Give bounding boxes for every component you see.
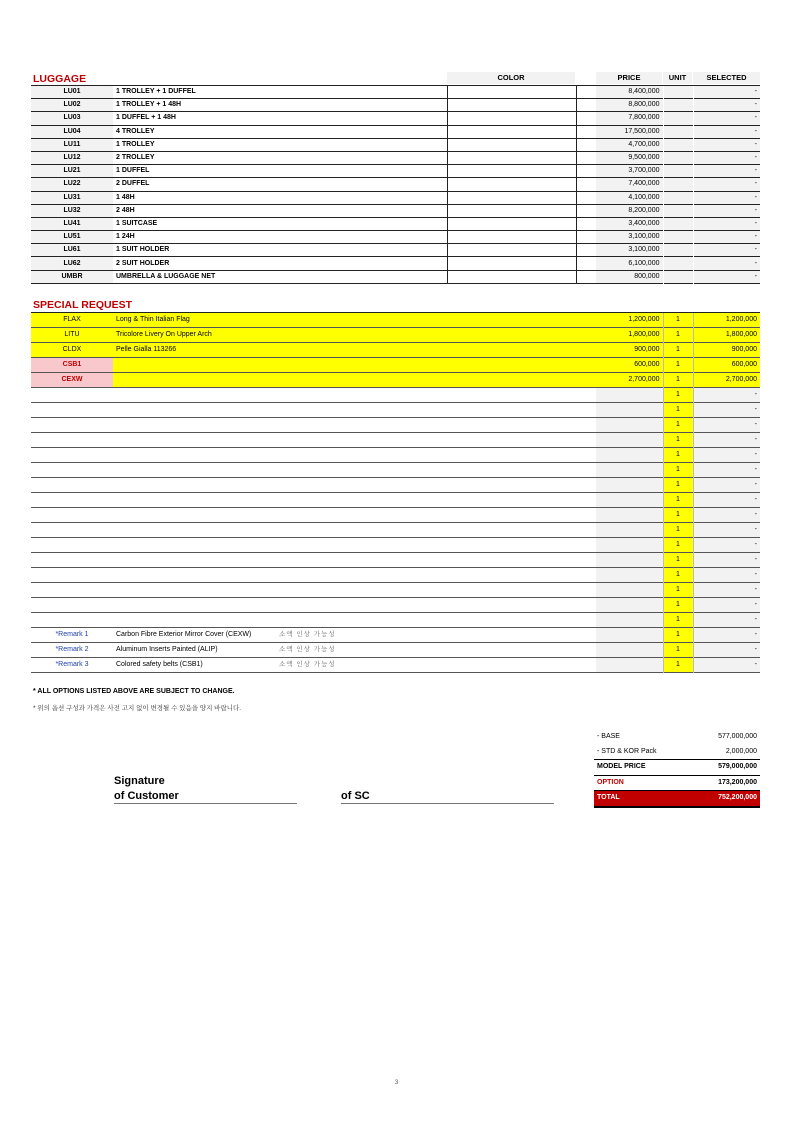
empty-request-row <box>31 433 760 448</box>
empty-code <box>31 478 113 493</box>
empty-unit: 1 <box>663 463 693 478</box>
change-notice: * ALL OPTIONS LISTED ABOVE ARE SUBJECT TO CHANGE. <box>33 688 235 695</box>
special-unit: 1 <box>663 358 693 373</box>
empty-price <box>596 418 663 433</box>
remark-text: Carbon Fibre Exterior Mirror Cover (CEXW) <box>116 631 252 638</box>
special-unit: 1 <box>663 373 693 388</box>
luggage-unit <box>663 204 693 217</box>
empty-description <box>113 493 596 508</box>
luggage-code: LU21 <box>31 165 113 178</box>
special-request-row <box>31 358 760 373</box>
unit-header: UNIT <box>663 72 692 84</box>
luggage-color-cell <box>447 178 576 191</box>
empty-selected: - <box>693 388 760 403</box>
remark-price <box>596 658 663 673</box>
empty-code <box>31 613 113 628</box>
luggage-spacer <box>576 244 596 257</box>
empty-code <box>31 508 113 523</box>
option-label: OPTION <box>594 775 680 791</box>
luggage-row <box>31 165 760 178</box>
luggage-row <box>31 270 760 283</box>
luggage-row <box>31 231 760 244</box>
luggage-spacer <box>576 112 596 125</box>
luggage-unit <box>663 86 693 99</box>
luggage-spacer <box>576 191 596 204</box>
empty-selected: - <box>693 418 760 433</box>
empty-unit: 1 <box>663 598 693 613</box>
luggage-row <box>31 86 760 99</box>
special-price: 2,700,000 <box>596 373 663 388</box>
special-code: FLAX <box>31 313 113 328</box>
empty-selected: - <box>693 538 760 553</box>
empty-request-row <box>31 583 760 598</box>
empty-code <box>31 568 113 583</box>
luggage-color-cell <box>447 231 576 244</box>
option-value: 173,200,000 <box>680 775 760 791</box>
luggage-row <box>31 99 760 112</box>
luggage-price: 3,100,000 <box>596 244 663 257</box>
luggage-description: 1 TROLLEY + 1 48H <box>116 101 182 109</box>
special-code: CLDX <box>31 343 113 358</box>
special-request-row <box>31 373 760 388</box>
empty-selected: - <box>693 433 760 448</box>
luggage-selected: - <box>693 151 760 164</box>
luggage-spacer <box>576 178 596 191</box>
luggage-description: 4 TROLLEY <box>116 127 155 135</box>
empty-description <box>113 568 596 583</box>
empty-unit: 1 <box>663 478 693 493</box>
empty-price <box>596 538 663 553</box>
luggage-code: LU51 <box>31 231 113 244</box>
luggage-description: UMBRELLA & LUGGAGE NET <box>116 272 216 280</box>
luggage-row <box>31 151 760 164</box>
luggage-code: LU62 <box>31 257 113 270</box>
price-summary <box>594 730 760 808</box>
empty-price <box>596 493 663 508</box>
empty-code <box>31 523 113 538</box>
empty-selected: - <box>693 448 760 463</box>
luggage-selected: - <box>693 99 760 112</box>
luggage-code: LU32 <box>31 204 113 217</box>
empty-description <box>113 598 596 613</box>
empty-description <box>113 478 596 493</box>
luggage-unit <box>663 178 693 191</box>
signature-sc-field[interactable]: of SC <box>341 790 554 804</box>
luggage-spacer <box>576 138 596 151</box>
special-selected: 600,000 <box>693 358 760 373</box>
empty-request-row <box>31 523 760 538</box>
empty-description <box>113 433 596 448</box>
empty-description <box>113 553 596 568</box>
empty-description <box>113 538 596 553</box>
luggage-color-cell <box>447 138 576 151</box>
special-request-table <box>31 313 760 673</box>
empty-description <box>113 523 596 538</box>
luggage-title: LUGGAGE <box>33 73 87 85</box>
luggage-row <box>31 217 760 230</box>
special-unit: 1 <box>663 328 693 343</box>
special-unit: 1 <box>663 313 693 328</box>
luggage-unit <box>663 99 693 112</box>
empty-request-row <box>31 568 760 583</box>
empty-price <box>596 388 663 403</box>
special-description: Pelle Gialla 113266 <box>113 343 596 358</box>
luggage-spacer <box>576 86 596 99</box>
empty-code <box>31 388 113 403</box>
luggage-description: 2 TROLLEY <box>116 154 155 162</box>
empty-description <box>113 583 596 598</box>
luggage-color-cell <box>447 244 576 257</box>
special-request-row <box>31 343 760 358</box>
empty-request-row <box>31 508 760 523</box>
empty-unit: 1 <box>663 568 693 583</box>
empty-selected: - <box>693 523 760 538</box>
empty-price <box>596 478 663 493</box>
remark-unit: 1 <box>663 658 693 673</box>
luggage-row <box>31 191 760 204</box>
empty-price <box>596 463 663 478</box>
luggage-code: LU02 <box>31 99 113 112</box>
luggage-code: LU03 <box>31 112 113 125</box>
luggage-selected: - <box>693 165 760 178</box>
empty-price <box>596 448 663 463</box>
luggage-selected: - <box>693 112 760 125</box>
luggage-description: 2 48H <box>116 206 135 214</box>
luggage-description: 1 SUIT HOLDER <box>116 246 170 254</box>
luggage-spacer <box>576 217 596 230</box>
signature-label: Signature <box>114 775 165 787</box>
luggage-row <box>31 204 760 217</box>
luggage-color-cell <box>447 125 576 138</box>
special-selected: 1,800,000 <box>693 328 760 343</box>
empty-request-row <box>31 553 760 568</box>
empty-selected: - <box>693 568 760 583</box>
empty-request-row <box>31 448 760 463</box>
remark-label: *Remark 2 <box>55 646 89 653</box>
empty-selected: - <box>693 403 760 418</box>
empty-selected: - <box>693 598 760 613</box>
luggage-code: LU11 <box>31 138 113 151</box>
luggage-selected: - <box>693 217 760 230</box>
option-row <box>594 775 760 791</box>
luggage-unit <box>663 244 693 257</box>
luggage-unit <box>663 257 693 270</box>
base-label: - BASE <box>597 733 620 740</box>
std-value: 2,000,000 <box>725 747 757 755</box>
luggage-spacer <box>576 270 596 283</box>
empty-code <box>31 538 113 553</box>
luggage-price: 8,200,000 <box>596 204 663 217</box>
empty-unit: 1 <box>663 553 693 568</box>
empty-price <box>596 403 663 418</box>
special-request-row <box>31 328 760 343</box>
special-description <box>113 358 596 373</box>
special-unit: 1 <box>663 343 693 358</box>
luggage-color-cell <box>447 204 576 217</box>
empty-unit: 1 <box>663 493 693 508</box>
remark-price <box>596 643 663 658</box>
special-price: 900,000 <box>596 343 663 358</box>
luggage-selected: - <box>693 178 760 191</box>
luggage-unit <box>663 165 693 178</box>
luggage-unit <box>663 125 693 138</box>
luggage-description: 1 DUFFEL + 1 48H <box>116 114 176 122</box>
special-request-row <box>31 313 760 328</box>
remark-selected: - <box>693 628 760 643</box>
empty-description <box>113 388 596 403</box>
luggage-selected: - <box>693 270 760 283</box>
empty-unit: 1 <box>663 523 693 538</box>
luggage-unit <box>663 231 693 244</box>
empty-unit: 1 <box>663 538 693 553</box>
luggage-price: 4,100,000 <box>596 191 663 204</box>
total-label: TOTAL <box>594 791 680 807</box>
remark-row <box>31 628 760 643</box>
remark-row <box>31 643 760 658</box>
page-number: 3 <box>394 1080 399 1086</box>
luggage-price: 4,700,000 <box>596 138 663 151</box>
empty-description <box>113 448 596 463</box>
empty-request-row <box>31 403 760 418</box>
luggage-color-cell <box>447 270 576 283</box>
luggage-code: LU04 <box>31 125 113 138</box>
remark-unit: 1 <box>663 628 693 643</box>
selected-header: SELECTED <box>693 72 760 84</box>
luggage-spacer <box>576 99 596 112</box>
empty-price <box>596 598 663 613</box>
special-code: LITU <box>31 328 113 343</box>
empty-description <box>113 418 596 433</box>
empty-price <box>596 553 663 568</box>
luggage-row <box>31 244 760 257</box>
special-price: 1,200,000 <box>596 313 663 328</box>
luggage-price: 3,700,000 <box>596 165 663 178</box>
luggage-row <box>31 138 760 151</box>
luggage-code: LU41 <box>31 217 113 230</box>
color-header: COLOR <box>447 72 575 84</box>
empty-request-row <box>31 388 760 403</box>
luggage-row <box>31 257 760 270</box>
empty-unit: 1 <box>663 448 693 463</box>
luggage-unit <box>663 138 693 151</box>
empty-unit: 1 <box>663 433 693 448</box>
model-price-value: 579,000,000 <box>680 760 760 776</box>
luggage-code: UMBR <box>31 270 113 283</box>
empty-code <box>31 583 113 598</box>
luggage-description: 1 SUITCASE <box>116 219 158 227</box>
luggage-description: 1 TROLLEY + 1 DUFFEL <box>116 88 196 96</box>
empty-price <box>596 433 663 448</box>
luggage-selected: - <box>693 204 760 217</box>
empty-request-row <box>31 613 760 628</box>
total-row <box>594 791 760 807</box>
luggage-color-cell <box>447 165 576 178</box>
luggage-code: LU01 <box>31 86 113 99</box>
luggage-row <box>31 178 760 191</box>
empty-code <box>31 403 113 418</box>
empty-request-row <box>31 478 760 493</box>
luggage-color-cell <box>447 86 576 99</box>
luggage-code: LU31 <box>31 191 113 204</box>
luggage-selected: - <box>693 257 760 270</box>
special-selected: 900,000 <box>693 343 760 358</box>
luggage-unit <box>663 191 693 204</box>
luggage-description: 2 DUFFEL <box>116 180 150 188</box>
luggage-color-cell <box>447 217 576 230</box>
luggage-price: 6,100,000 <box>596 257 663 270</box>
empty-request-row <box>31 538 760 553</box>
special-price: 1,800,000 <box>596 328 663 343</box>
model-price-row <box>594 760 760 776</box>
luggage-price: 9,500,000 <box>596 151 663 164</box>
luggage-code: LU12 <box>31 151 113 164</box>
empty-unit: 1 <box>663 583 693 598</box>
empty-unit: 1 <box>663 403 693 418</box>
special-description <box>113 373 596 388</box>
empty-unit: 1 <box>663 388 693 403</box>
price-header: PRICE <box>596 72 662 84</box>
luggage-row <box>31 112 760 125</box>
luggage-description: 2 SUIT HOLDER <box>116 259 170 267</box>
std-label: - STD & KOR Pack <box>597 747 657 755</box>
special-description: Tricolore Livery On Upper Arch <box>113 328 596 343</box>
special-description: Long & Thin Italian Flag <box>113 313 596 328</box>
special-request-title: SPECIAL REQUEST <box>33 299 132 311</box>
luggage-unit <box>663 112 693 125</box>
empty-description <box>113 613 596 628</box>
empty-request-row <box>31 598 760 613</box>
empty-description <box>113 508 596 523</box>
base-row <box>594 730 760 745</box>
model-price-label: MODEL PRICE <box>594 760 680 776</box>
luggage-spacer <box>576 125 596 138</box>
special-code: CSB1 <box>31 358 113 373</box>
luggage-color-cell <box>447 112 576 125</box>
luggage-selected: - <box>693 138 760 151</box>
luggage-row <box>31 125 760 138</box>
remark-selected: - <box>693 658 760 673</box>
empty-code <box>31 418 113 433</box>
special-selected: 2,700,000 <box>693 373 760 388</box>
remark-note: 소액 인상 가능성 <box>279 646 336 653</box>
remark-text: Aluminum Inserts Painted (ALIP) <box>116 646 218 653</box>
luggage-unit <box>663 270 693 283</box>
empty-code <box>31 433 113 448</box>
luggage-description: 1 48H <box>116 193 135 201</box>
empty-unit: 1 <box>663 508 693 523</box>
signature-customer-field[interactable]: of Customer <box>114 790 297 804</box>
remark-row <box>31 658 760 673</box>
luggage-unit <box>663 151 693 164</box>
empty-code <box>31 598 113 613</box>
luggage-selected: - <box>693 244 760 257</box>
remark-label: *Remark 1 <box>55 631 89 638</box>
empty-selected: - <box>693 613 760 628</box>
luggage-unit <box>663 217 693 230</box>
empty-code <box>31 463 113 478</box>
luggage-price: 8,800,000 <box>596 99 663 112</box>
luggage-selected: - <box>693 125 760 138</box>
remark-note: 소액 인상 가능성 <box>279 631 336 638</box>
remark-selected: - <box>693 643 760 658</box>
remark-label: *Remark 3 <box>55 661 89 668</box>
empty-code <box>31 553 113 568</box>
base-value: 577,000,000 <box>718 733 757 740</box>
luggage-selected: - <box>693 231 760 244</box>
std-row <box>594 745 760 760</box>
empty-price <box>596 583 663 598</box>
luggage-spacer <box>576 165 596 178</box>
luggage-price: 3,400,000 <box>596 217 663 230</box>
empty-request-row <box>31 463 760 478</box>
luggage-price: 7,400,000 <box>596 178 663 191</box>
luggage-color-cell <box>447 191 576 204</box>
empty-selected: - <box>693 583 760 598</box>
empty-selected: - <box>693 553 760 568</box>
empty-description <box>113 463 596 478</box>
empty-selected: - <box>693 508 760 523</box>
luggage-code: LU61 <box>31 244 113 257</box>
empty-selected: - <box>693 463 760 478</box>
luggage-price: 800,000 <box>596 270 663 283</box>
luggage-price: 8,400,000 <box>596 86 663 99</box>
remark-unit: 1 <box>663 643 693 658</box>
luggage-table <box>31 86 760 284</box>
special-price: 600,000 <box>596 358 663 373</box>
change-notice-korean: * 위의 옵션 구성과 가격은 사전 고지 없이 변경될 수 있음을 양지 바랍니다. <box>33 705 242 712</box>
empty-code <box>31 448 113 463</box>
luggage-spacer <box>576 151 596 164</box>
luggage-color-cell <box>447 99 576 112</box>
luggage-price: 17,500,000 <box>596 125 663 138</box>
total-value: 752,200,000 <box>680 791 760 807</box>
empty-unit: 1 <box>663 613 693 628</box>
luggage-price: 7,800,000 <box>596 112 663 125</box>
luggage-price: 3,100,000 <box>596 231 663 244</box>
empty-request-row <box>31 418 760 433</box>
remark-text: Colored safety belts (CSB1) <box>116 661 203 668</box>
luggage-spacer <box>576 257 596 270</box>
luggage-selected: - <box>693 86 760 99</box>
luggage-color-cell <box>447 151 576 164</box>
empty-selected: - <box>693 493 760 508</box>
empty-price <box>596 523 663 538</box>
empty-price <box>596 613 663 628</box>
remark-note: 소액 인상 가능성 <box>279 661 336 668</box>
luggage-description: 1 24H <box>116 233 135 241</box>
empty-price <box>596 568 663 583</box>
empty-selected: - <box>693 478 760 493</box>
luggage-color-cell <box>447 257 576 270</box>
special-selected: 1,200,000 <box>693 313 760 328</box>
empty-unit: 1 <box>663 418 693 433</box>
special-code: CEXW <box>31 373 113 388</box>
luggage-code: LU22 <box>31 178 113 191</box>
luggage-spacer <box>576 204 596 217</box>
luggage-selected: - <box>693 191 760 204</box>
luggage-description: 1 TROLLEY <box>116 140 155 148</box>
luggage-description: 1 DUFFEL <box>116 167 150 175</box>
empty-code <box>31 493 113 508</box>
remark-price <box>596 628 663 643</box>
empty-price <box>596 508 663 523</box>
luggage-spacer <box>576 231 596 244</box>
empty-description <box>113 403 596 418</box>
empty-request-row <box>31 493 760 508</box>
